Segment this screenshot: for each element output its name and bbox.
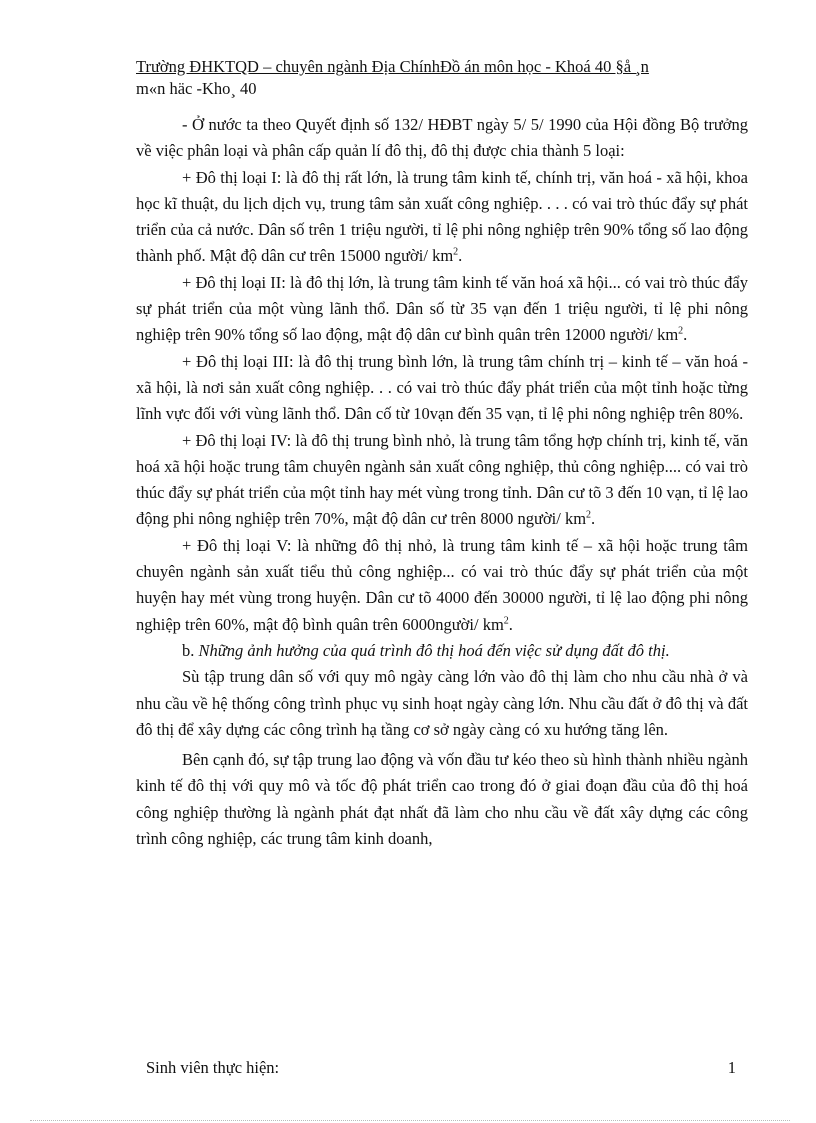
header-subtitle: m«n häc -Kho¸ 40 [136, 79, 257, 98]
period: . [508, 614, 513, 634]
section-b-paragraph-2: Bên cạnh đó, sự tập trung lao động và vốn đầu tư kéo theo sù hình thành nhiều ngành kinh tế đô thị với quy mô và tốc độ phát triển cao trong đó ở giai đoạn đầu của đô thị hoá công nghiệp thường là ngành phát đạt nhất đã làm cho nhu cầu về đất xây dựng các công trình công nghiệp, các trung tâm kinh doanh, [136, 750, 748, 849]
urban-type-3-paragraph: + Đô thị loại III: là đô thị trung bình lớn, là trung tâm chính trị – kinh tế – văn hoá - xã hội, là nơi sản xuất công nghiệp. . . có vai trò thúc đẩy phát triển của một tỉnh hoặc từng lĩnh vực đối với vùng lãnh thổ. Dân cố từ 10vạn đến 35 vạn, tỉ lệ phi nông nghiệp trên 80%. [136, 351, 748, 424]
footer-divider [30, 1120, 790, 1121]
urban-type-2-paragraph [136, 270, 748, 349]
urban-type-5-text: + Đô thị loại V: là những đô thị nhỏ, là trung tâm kinh tế – xã hội hoặc trung tâm chuyên ngành sản xuất tiểu thủ công nghiệp... có vai trò thúc đẩy sự phát triển của một huyện hay mét vùng trong huyện. Dân cư tõ 4000 đến 30000 người, tỉ lệ lao động phi nông nghiệp trên 60%, mật độ bình quân trên 6000người/ km [136, 535, 748, 634]
urban-type-1-text: + Đô thị loại I: là đô thị rất lớn, là trung tâm kinh tế, chính trị, văn hoá - xã hội, khoa học kĩ thuật, du lịch dịch vụ, trung tâm sản xuất công nghiệp. . . . có vai trò thúc đẩy sự phát triển của cả nước. Dân số trên 1 triệu người, tỉ lệ phi nông nghiệp trên 90% tổng số lao động thành phố. Mật độ dân cư trên 15000 người/ km [136, 167, 748, 266]
urban-type-4-paragraph [136, 428, 748, 533]
superscript: 2 [503, 615, 509, 627]
superscript: 2 [678, 325, 684, 337]
period: . [458, 246, 463, 266]
urban-type-5-paragraph [136, 533, 748, 638]
section-b-heading [136, 638, 748, 664]
section-b-title: Những ảnh hưởng của quá trình đô thị hoá đến việc sử dụng đất đô thị. [198, 640, 670, 660]
period: . [683, 325, 688, 345]
urban-type-4-text: + Đô thị loại IV: là đô thị trung bình nhỏ, là trung tâm tổng hợp chính trị, kinh tế, văn hoá xã hội hoặc trung tâm chuyên ngành sản xuất công nghiệp, thủ công nghiệp.... có vai trò thúc đẩy sự phát triển của một tỉnh hay mét vùng trong tỉnh. Dân cư tõ 3 đến 10 vạn, tỉ lệ lao động phi nông nghiệp trên 70%, mật độ dân cư trên 8000 người/ km [136, 430, 748, 529]
footer-author-label: Sinh viên thực hiện: [146, 1058, 280, 1077]
superscript: 2 [453, 246, 459, 258]
header-title: Trường ĐHKTQD – chuyên ngành Địa ChínhĐồ án môn học - Khoá 40 §å ¸n [136, 57, 649, 76]
period: . [591, 509, 596, 529]
superscript: 2 [586, 509, 592, 521]
page-number: 1 [727, 1058, 736, 1077]
page-footer [146, 1058, 736, 1078]
intro-paragraph: - Ở nước ta theo Quyết định số 132/ HĐBT ngày 5/ 5/ 1990 của Hội đồng Bộ trưởng về việc phân loại và phân cấp quản lí đô thị, đô thị được chia thành 5 loại: [136, 115, 748, 161]
page-header [136, 56, 756, 100]
section-b-label: b. [182, 640, 199, 660]
urban-type-2-text: + Đô thị loại II: là đô thị lớn, là trung tâm kinh tế văn hoá xã hội... có vai trò thúc đẩy sự phát triển của một vùng lãnh thổ. Dân số từ 35 vạn đến 1 triệu người, tỉ lệ phi nông nghiệp trên 90% tổng số lao động, mật độ dân cư bình quân trên 12000 người/ km [136, 272, 748, 345]
document-body [136, 108, 748, 852]
section-b-paragraph-1: Sù tập trung dân số với quy mô ngày càng lớn vào đô thị làm cho nhu cầu nhà ở và nhu cầu về hệ thống công trình phục vụ sinh hoạt ngày càng lớn. Nhu cầu đất ở đô thị và đất đô thị để xây dựng các công trình hạ tầng cơ sở ngày càng có xu hướng tăng lên. [136, 667, 748, 739]
urban-type-1-paragraph [136, 165, 748, 270]
